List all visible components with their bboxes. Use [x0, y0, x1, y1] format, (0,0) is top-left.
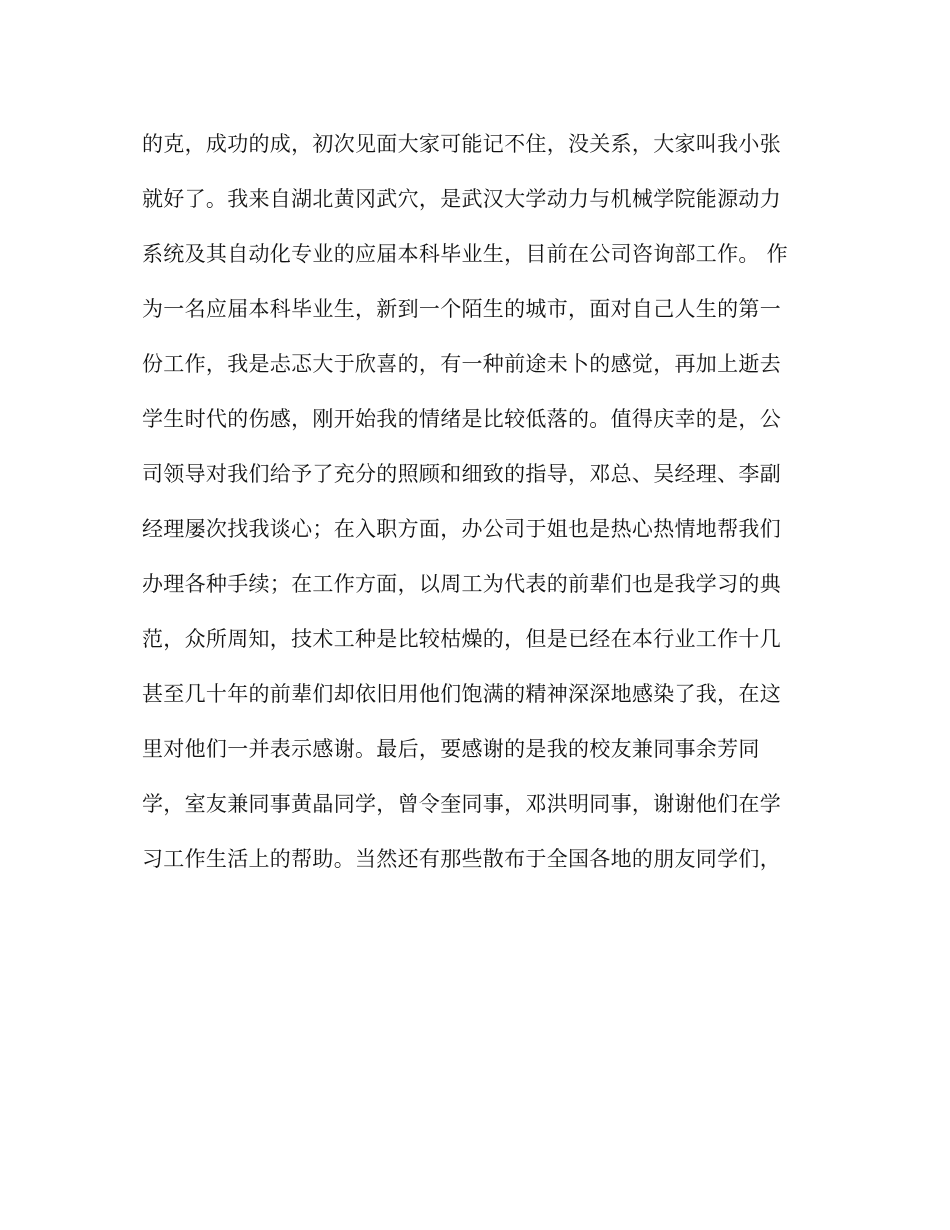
text-line: 习工作生活上的帮助。当然还有那些散布于全国各地的朋友同学们， — [142, 847, 781, 871]
text-line: 里对他们一并表示感谢。最后，要感谢的是我的校友兼同事余芳同 — [142, 737, 760, 761]
text-line: 学生时代的伤感，刚开始我的情绪是比较低落的。值得庆幸的是，公 — [142, 407, 781, 431]
body-text — [142, 124, 810, 894]
text-line: 甚至几十年的前辈们却依旧用他们饱满的精神深深地感染了我，在这 — [142, 682, 781, 706]
text-line: 份工作，我是忐忑大于欣喜的，有一种前途未卜的感觉，再加上逝去 — [142, 352, 781, 376]
text-line: 经理屡次找我谈心；在入职方面，办公司于姐也是热心热情地帮我们 — [142, 517, 781, 541]
text-line: 司领导对我们给予了充分的照顾和细致的指导，邓总、吴经理、李副 — [142, 462, 781, 486]
text-line: 为一名应届本科毕业生，新到一个陌生的城市，面对自己人生的第一 — [142, 297, 781, 321]
text-line: 的克，成功的成，初次见面大家可能记不住，没关系，大家叫我小张 — [142, 132, 781, 156]
text-line: 办理各种手续；在工作方面，以周工为代表的前辈们也是我学习的典 — [142, 572, 781, 596]
text-line: 系统及其自动化专业的应届本科毕业生，目前在公司咨询部工作。 作 — [142, 242, 788, 266]
text-line: 学，室友兼同事黄晶同学，曾令奎同事，邓洪明同事，谢谢他们在学 — [142, 792, 781, 816]
text-line: 就好了。我来自湖北黄冈武穴，是武汉大学动力与机械学院能源动力 — [142, 187, 781, 211]
text-line: 范，众所周知，技术工种是比较枯燥的，但是已经在本行业工作十几 — [142, 627, 781, 651]
